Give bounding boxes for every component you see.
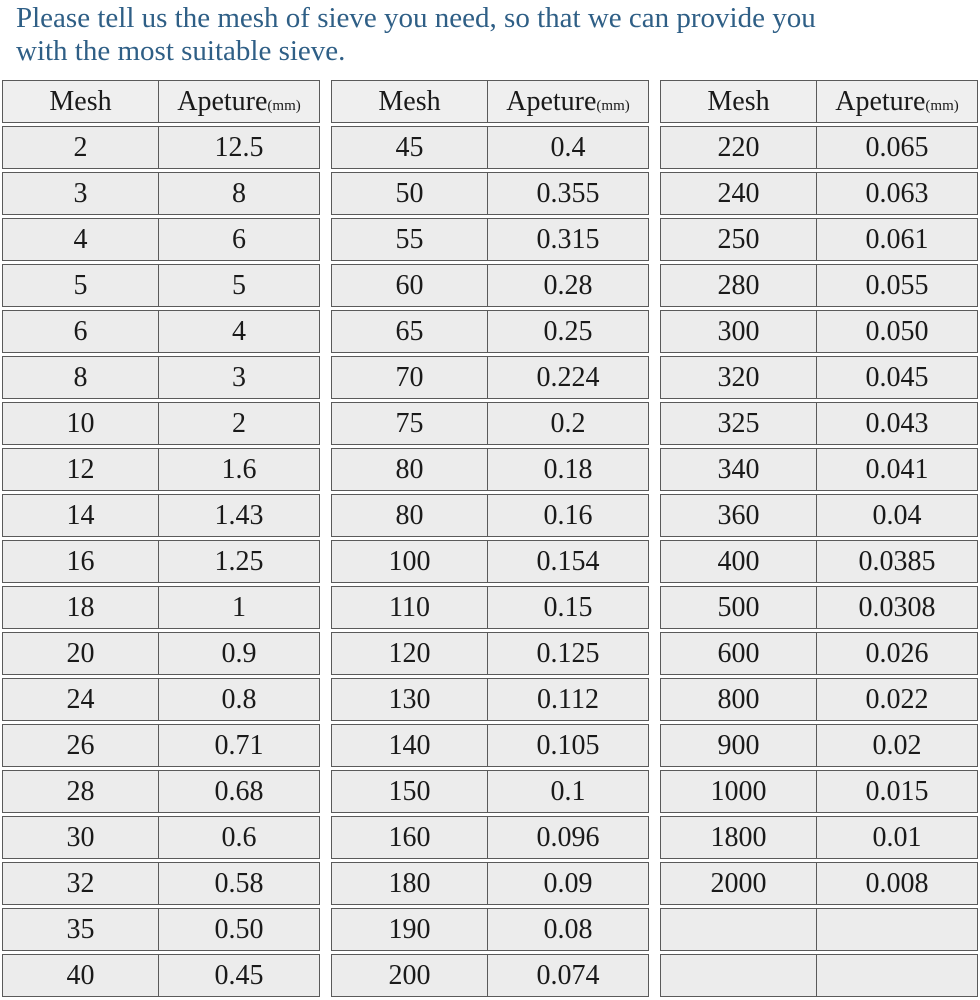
mesh-cell: 2 [2, 126, 158, 169]
aperture-cell: 0.04 [816, 494, 978, 537]
aperture-cell: 0.28 [487, 264, 649, 307]
table-row [2, 908, 320, 951]
aperture-cell: 0.68 [158, 770, 320, 813]
aperture-header-label: Apeture [835, 85, 926, 117]
table-row [2, 402, 320, 445]
table-row [331, 172, 649, 215]
mesh-cell: 16 [2, 540, 158, 583]
mesh-cell: 80 [331, 448, 487, 491]
table-row [660, 862, 978, 905]
mesh-cell: 40 [2, 954, 158, 997]
table-row [660, 264, 978, 307]
table-row [2, 586, 320, 629]
mesh-cell: 900 [660, 724, 816, 767]
mesh-cell: 70 [331, 356, 487, 399]
table-row [660, 724, 978, 767]
mesh-cell: 75 [331, 402, 487, 445]
aperture-cell: 0.112 [487, 678, 649, 721]
table-row [2, 448, 320, 491]
intro-text [16, 2, 976, 68]
mesh-cell: 800 [660, 678, 816, 721]
mesh-cell: 60 [331, 264, 487, 307]
aperture-cell: 0.026 [816, 632, 978, 675]
aperture-cell: 0.8 [158, 678, 320, 721]
mesh-cell: 50 [331, 172, 487, 215]
aperture-cell: 0.065 [816, 126, 978, 169]
table-row [660, 126, 978, 169]
mesh-cell: 320 [660, 356, 816, 399]
mesh-cell: 120 [331, 632, 487, 675]
table-row [2, 862, 320, 905]
mesh-header: Mesh [331, 80, 487, 123]
aperture-cell: 0.45 [158, 954, 320, 997]
mesh-cell: 240 [660, 172, 816, 215]
aperture-cell: 0.043 [816, 402, 978, 445]
table-row [660, 402, 978, 445]
aperture-cell: 0.08 [487, 908, 649, 951]
aperture-cell: 0.061 [816, 218, 978, 261]
aperture-cell: 8 [158, 172, 320, 215]
table-row [331, 862, 649, 905]
table-row [2, 770, 320, 813]
mesh-cell [660, 908, 816, 951]
mesh-cell: 35 [2, 908, 158, 951]
mesh-cell: 250 [660, 218, 816, 261]
mesh-cell: 1800 [660, 816, 816, 859]
table-row [331, 678, 649, 721]
mesh-header: Mesh [2, 80, 158, 123]
aperture-header [816, 80, 978, 123]
table-row [331, 954, 649, 997]
table-row [660, 448, 978, 491]
mesh-cell: 325 [660, 402, 816, 445]
aperture-unit: (mm) [596, 97, 630, 114]
aperture-cell: 5 [158, 264, 320, 307]
aperture-header-label: Apeture [177, 85, 268, 117]
aperture-cell: 0.71 [158, 724, 320, 767]
table-row [2, 218, 320, 261]
aperture-cell: 0.58 [158, 862, 320, 905]
aperture-cell: 1 [158, 586, 320, 629]
mesh-cell: 280 [660, 264, 816, 307]
aperture-cell: 1.6 [158, 448, 320, 491]
table-row [331, 264, 649, 307]
aperture-cell: 0.15 [487, 586, 649, 629]
mesh-cell: 24 [2, 678, 158, 721]
aperture-cell: 0.022 [816, 678, 978, 721]
table-row [2, 264, 320, 307]
mesh-cell: 130 [331, 678, 487, 721]
aperture-header [487, 80, 649, 123]
table-row [660, 356, 978, 399]
table-row [331, 126, 649, 169]
aperture-header-label: Apeture [506, 85, 597, 117]
mesh-cell: 600 [660, 632, 816, 675]
table-row [331, 218, 649, 261]
mesh-cell: 8 [2, 356, 158, 399]
mesh-cell: 150 [331, 770, 487, 813]
mesh-cell: 10 [2, 402, 158, 445]
aperture-cell: 1.43 [158, 494, 320, 537]
mesh-cell: 340 [660, 448, 816, 491]
table-row [331, 586, 649, 629]
mesh-cell: 360 [660, 494, 816, 537]
aperture-cell: 0.055 [816, 264, 978, 307]
aperture-cell: 0.01 [816, 816, 978, 859]
aperture-cell: 0.4 [487, 126, 649, 169]
table-header-row [2, 80, 320, 123]
table-row [2, 172, 320, 215]
aperture-cell: 0.09 [487, 862, 649, 905]
mesh-cell: 2000 [660, 862, 816, 905]
table-row [2, 724, 320, 767]
aperture-cell: 0.25 [487, 310, 649, 353]
sieve-table-2 [331, 77, 649, 1000]
aperture-cell: 0.2 [487, 402, 649, 445]
aperture-cell: 0.9 [158, 632, 320, 675]
aperture-cell: 0.224 [487, 356, 649, 399]
mesh-cell: 80 [331, 494, 487, 537]
aperture-cell: 0.045 [816, 356, 978, 399]
aperture-unit: (mm) [267, 97, 301, 114]
aperture-cell: 0.096 [487, 816, 649, 859]
aperture-cell: 0.02 [816, 724, 978, 767]
aperture-cell: 0.1 [487, 770, 649, 813]
table-row [331, 540, 649, 583]
mesh-cell: 45 [331, 126, 487, 169]
sieve-table-1 [2, 77, 320, 1000]
table-row [331, 356, 649, 399]
aperture-cell: 4 [158, 310, 320, 353]
aperture-cell: 12.5 [158, 126, 320, 169]
mesh-cell: 200 [331, 954, 487, 997]
mesh-cell: 20 [2, 632, 158, 675]
aperture-cell: 0.008 [816, 862, 978, 905]
table-header-row [331, 80, 649, 123]
mesh-cell: 28 [2, 770, 158, 813]
aperture-cell: 1.25 [158, 540, 320, 583]
table-row [660, 172, 978, 215]
aperture-cell: 0.154 [487, 540, 649, 583]
table-row [660, 540, 978, 583]
mesh-cell: 180 [331, 862, 487, 905]
aperture-header [158, 80, 320, 123]
aperture-cell: 0.050 [816, 310, 978, 353]
mesh-cell: 160 [331, 816, 487, 859]
table-row [331, 402, 649, 445]
aperture-cell: 3 [158, 356, 320, 399]
table-row [331, 310, 649, 353]
mesh-cell: 300 [660, 310, 816, 353]
aperture-cell: 0.50 [158, 908, 320, 951]
table-row [660, 816, 978, 859]
aperture-cell: 0.074 [487, 954, 649, 997]
mesh-cell: 6 [2, 310, 158, 353]
table-row [2, 356, 320, 399]
aperture-cell: 0.355 [487, 172, 649, 215]
aperture-cell: 2 [158, 402, 320, 445]
aperture-cell: 0.6 [158, 816, 320, 859]
table-row [2, 540, 320, 583]
mesh-cell: 100 [331, 540, 487, 583]
aperture-cell: 0.105 [487, 724, 649, 767]
mesh-cell: 30 [2, 816, 158, 859]
table-row [2, 632, 320, 675]
table-row [331, 494, 649, 537]
aperture-cell: 0.063 [816, 172, 978, 215]
table-row [660, 310, 978, 353]
table-row [331, 724, 649, 767]
mesh-cell: 110 [331, 586, 487, 629]
mesh-cell: 18 [2, 586, 158, 629]
mesh-cell: 1000 [660, 770, 816, 813]
aperture-cell: 0.0308 [816, 586, 978, 629]
mesh-cell: 12 [2, 448, 158, 491]
aperture-cell: 0.125 [487, 632, 649, 675]
mesh-cell: 55 [331, 218, 487, 261]
mesh-cell: 32 [2, 862, 158, 905]
mesh-cell: 500 [660, 586, 816, 629]
table-row [660, 586, 978, 629]
aperture-cell: 0.015 [816, 770, 978, 813]
mesh-cell: 5 [2, 264, 158, 307]
intro-line-2: with the most suitable sieve. [16, 35, 346, 67]
table-row [660, 770, 978, 813]
table-row [2, 310, 320, 353]
table-row [331, 632, 649, 675]
table-row [2, 678, 320, 721]
aperture-cell [816, 954, 978, 997]
table-row [660, 494, 978, 537]
aperture-cell [816, 908, 978, 951]
table-row [2, 494, 320, 537]
mesh-cell: 400 [660, 540, 816, 583]
table-header-row [660, 80, 978, 123]
mesh-header: Mesh [660, 80, 816, 123]
sieve-table-3 [660, 77, 978, 1000]
mesh-cell: 65 [331, 310, 487, 353]
table-row [2, 954, 320, 997]
mesh-cell: 4 [2, 218, 158, 261]
aperture-unit: (mm) [925, 97, 959, 114]
table-row [660, 908, 978, 951]
aperture-cell: 0.041 [816, 448, 978, 491]
mesh-cell: 190 [331, 908, 487, 951]
table-row [660, 218, 978, 261]
table-row [331, 816, 649, 859]
table-row [331, 448, 649, 491]
table-row [331, 770, 649, 813]
table-row [660, 632, 978, 675]
aperture-cell: 0.0385 [816, 540, 978, 583]
intro-line-1: Please tell us the mesh of sieve you need, so that we can provide you [16, 2, 816, 34]
mesh-cell: 14 [2, 494, 158, 537]
aperture-cell: 0.315 [487, 218, 649, 261]
table-row [331, 908, 649, 951]
table-row [660, 678, 978, 721]
mesh-cell: 220 [660, 126, 816, 169]
table-row [2, 816, 320, 859]
table-row [2, 126, 320, 169]
mesh-cell: 3 [2, 172, 158, 215]
mesh-cell [660, 954, 816, 997]
aperture-cell: 6 [158, 218, 320, 261]
mesh-cell: 26 [2, 724, 158, 767]
aperture-cell: 0.16 [487, 494, 649, 537]
mesh-cell: 140 [331, 724, 487, 767]
table-row [660, 954, 978, 997]
aperture-cell: 0.18 [487, 448, 649, 491]
